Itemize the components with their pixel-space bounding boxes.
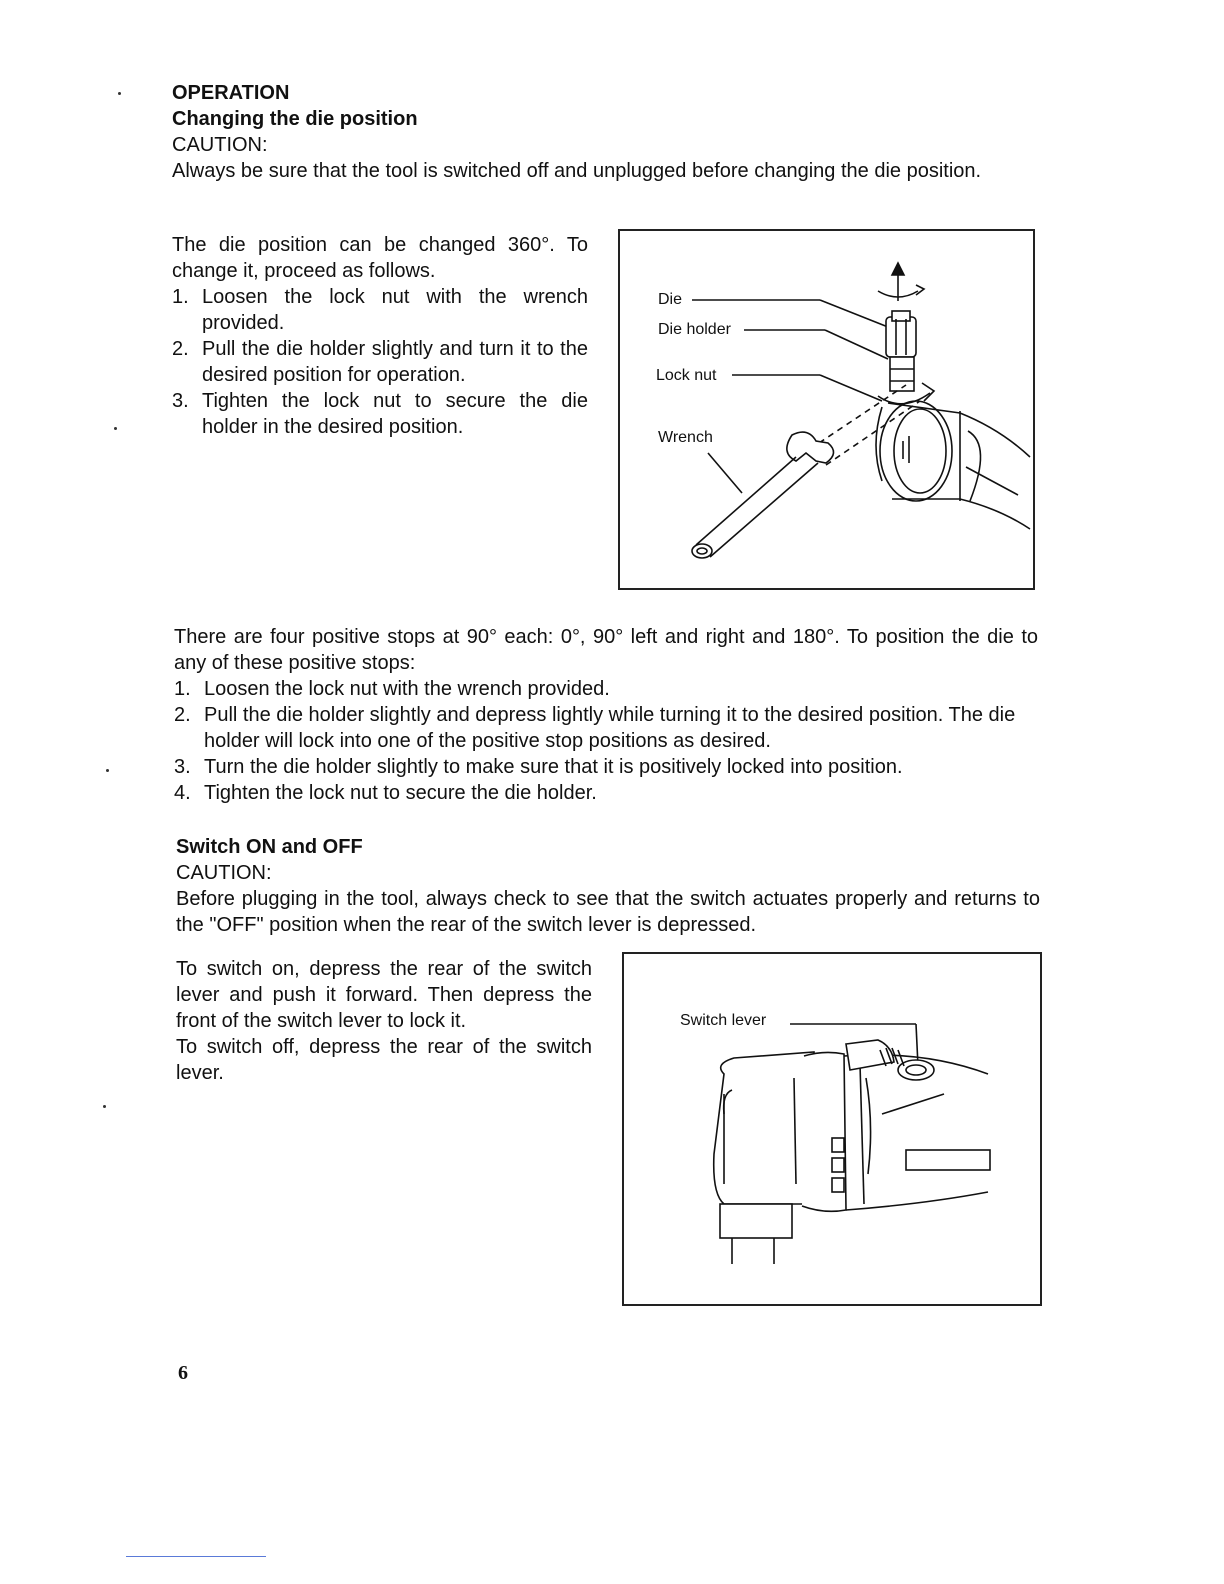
switch-section: [176, 834, 1040, 938]
label-die: Die: [658, 291, 683, 308]
figure-die-position-drawing: [620, 231, 1033, 588]
label-lock-nut: Lock nut: [656, 367, 717, 384]
step-text: Turn the die holder slightly to make sure that it is positively locked into position.: [204, 756, 903, 778]
switch-instructions: [176, 956, 592, 1086]
label-switch-lever: Switch lever: [680, 1012, 767, 1029]
step-number: 3.: [174, 756, 191, 778]
positive-stops-intro: There are four positive stops at 90° each: 0°, 90° left and right and 180°. To position the die to any of these positive stops:: [174, 626, 1038, 674]
step-number: 3.: [172, 390, 189, 412]
step-text: Tighten the lock nut to secure the die holder.: [204, 782, 597, 804]
step-text: Pull the die holder slightly and depress lightly while turning it to the desired position. The die holder will lock into one of the positive stop positions as desired.: [204, 704, 1016, 752]
die-360-intro: The die position can be changed 360°. To change it, proceed as follows.: [172, 234, 588, 282]
section-heading: OPERATION: [172, 82, 290, 104]
die-360-steps: [172, 284, 588, 440]
step-text: Tighten the lock nut to secure the die holder in the desired position.: [202, 390, 588, 438]
step-number: 1.: [172, 286, 189, 308]
margin-mark: [106, 769, 109, 772]
bottom-rule: [126, 1556, 266, 1557]
step-text: Pull the die holder slightly and turn it to the desired position for operation.: [202, 338, 588, 386]
switch-caution-label: CAUTION:: [176, 862, 272, 884]
margin-mark: [103, 1105, 106, 1108]
list-item: [174, 676, 1038, 702]
list-item: [172, 388, 588, 440]
step-number: 4.: [174, 782, 191, 804]
list-item: [172, 336, 588, 388]
step-text: Loosen the lock nut with the wrench provided.: [204, 678, 610, 700]
step-number: 2.: [172, 338, 189, 360]
step-number: 1.: [174, 678, 191, 700]
switch-caution-text: Before plugging in the tool, always check to see that the switch actuates properly and returns to the "OFF" position when the rear of the switch lever is depressed.: [176, 888, 1040, 936]
step-text: Loosen the lock nut with the wrench provided.: [202, 286, 588, 334]
die-360-instructions: [172, 232, 588, 440]
switch-off-text: To switch off, depress the rear of the switch lever.: [176, 1036, 592, 1084]
margin-mark: [118, 92, 121, 95]
margin-mark: [114, 427, 117, 430]
figure-die-position: [618, 229, 1035, 590]
positive-stops-section: [174, 624, 1038, 806]
switch-heading: Switch ON and OFF: [176, 836, 363, 858]
switch-on-text: To switch on, depress the rear of the switch lever and push it forward. Then depress the front of the switch lever to lock it.: [176, 958, 592, 1032]
operation-section: [172, 80, 1042, 184]
positive-stops-steps: [174, 676, 1038, 806]
step-number: 2.: [174, 704, 191, 726]
page-number: 6: [178, 1362, 188, 1384]
label-die-holder: Die holder: [658, 321, 731, 338]
list-item: [172, 284, 588, 336]
label-wrench: Wrench: [658, 429, 713, 446]
list-item: [174, 754, 1038, 780]
wrench-leader: [708, 453, 742, 493]
figure-switch-lever: [622, 952, 1042, 1306]
section-subheading: Changing the die position: [172, 108, 418, 130]
figure-switch-lever-drawing: [624, 954, 1040, 1304]
list-item: [174, 780, 1038, 806]
caution-label: CAUTION:: [172, 134, 268, 156]
list-item: [174, 702, 1038, 754]
caution-text: Always be sure that the tool is switched off and unplugged before changing the die position.: [172, 160, 982, 182]
